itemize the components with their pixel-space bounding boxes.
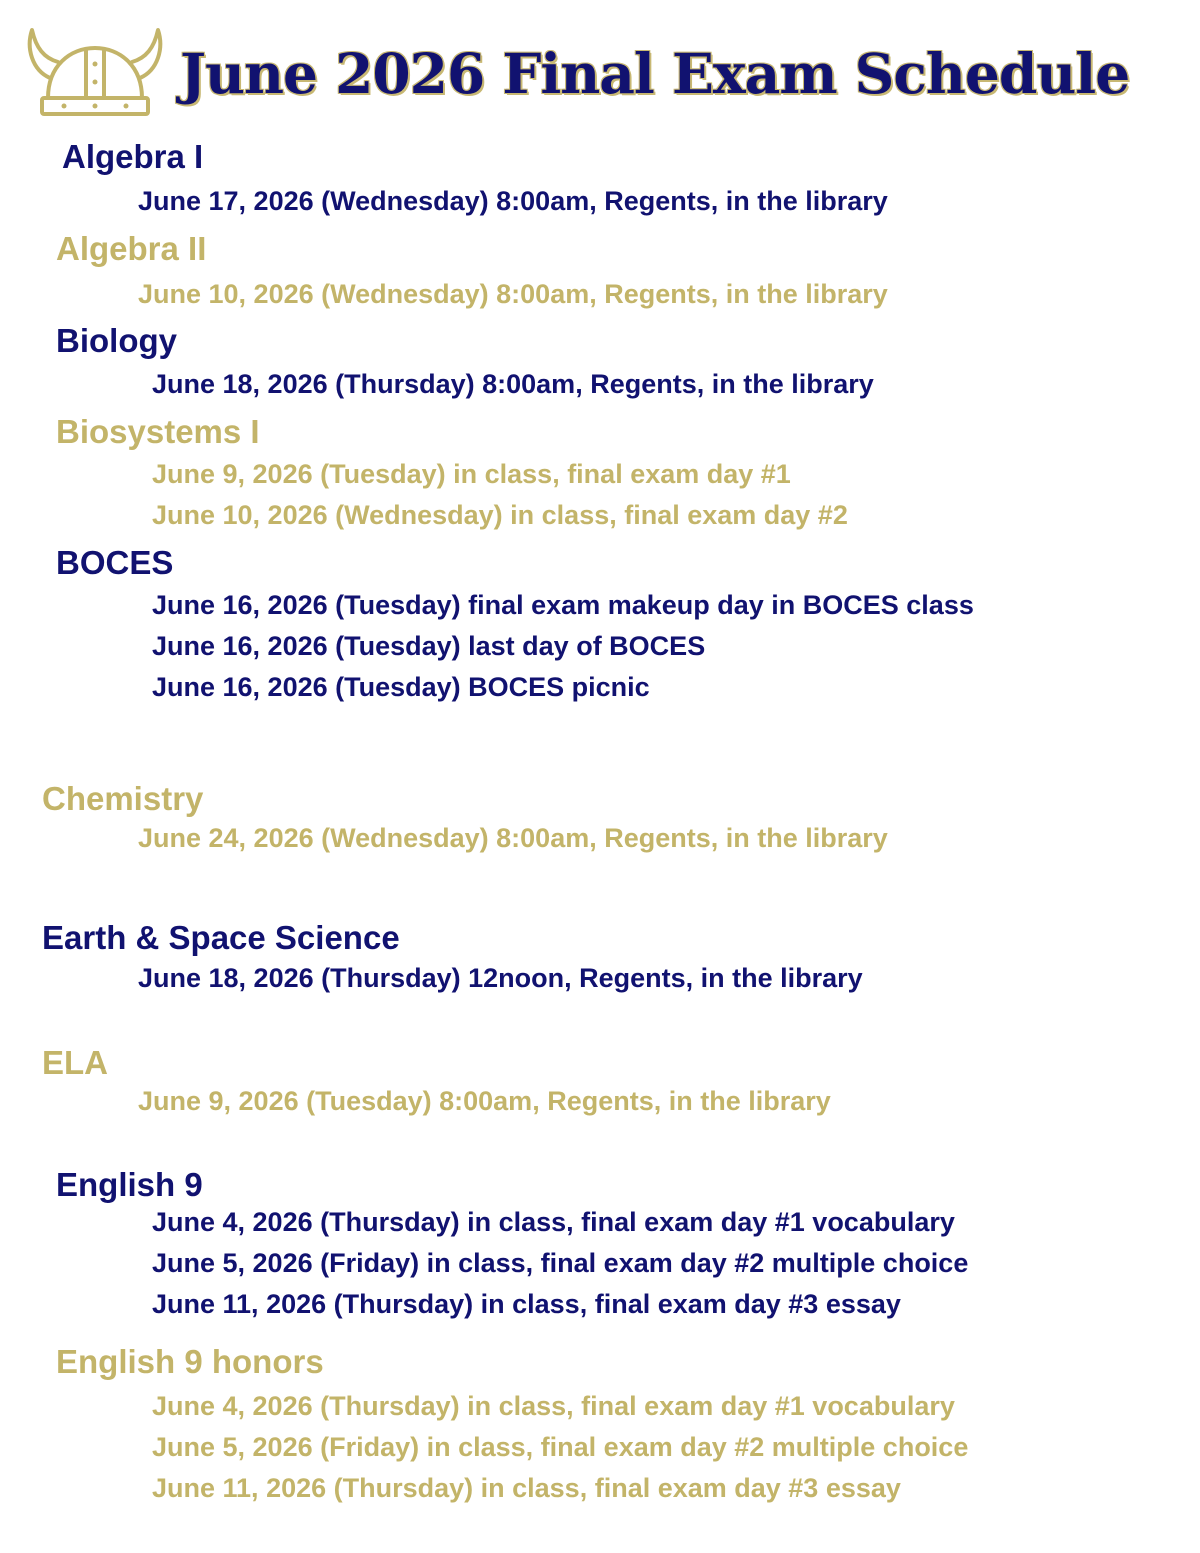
subject-heading-chemistry: Chemistry bbox=[42, 780, 204, 817]
exam-line: June 5, 2026 (Friday) in class, final exam day #2 multiple choice bbox=[152, 1248, 969, 1278]
exam-line: June 10, 2026 (Wednesday) in class, final exam day #2 bbox=[152, 500, 848, 530]
subject-heading-algebra-2: Algebra II bbox=[56, 230, 207, 267]
exam-line: June 5, 2026 (Friday) in class, final exam day #2 multiple choice bbox=[152, 1432, 969, 1462]
exam-line: June 4, 2026 (Thursday) in class, final exam day #1 vocabulary bbox=[152, 1207, 955, 1237]
subject-heading-boces: BOCES bbox=[56, 544, 174, 581]
exam-line: June 11, 2026 (Thursday) in class, final exam day #3 essay bbox=[152, 1473, 901, 1503]
subject-heading-algebra-1: Algebra I bbox=[62, 138, 204, 175]
viking-helmet-icon bbox=[24, 26, 166, 122]
subject-heading-biosystems-1: Biosystems I bbox=[56, 413, 260, 450]
subject-heading-ela: ELA bbox=[42, 1044, 108, 1081]
exam-line: June 16, 2026 (Tuesday) BOCES picnic bbox=[152, 672, 650, 702]
exam-line: June 24, 2026 (Wednesday) 8:00am, Regents, in the library bbox=[138, 823, 888, 853]
exam-line: June 18, 2026 (Thursday) 12noon, Regents, in the library bbox=[138, 963, 863, 993]
subject-heading-earth-space-science: Earth & Space Science bbox=[42, 919, 400, 956]
exam-line: June 17, 2026 (Wednesday) 8:00am, Regents, in the library bbox=[138, 186, 888, 216]
exam-line: June 9, 2026 (Tuesday) in class, final exam day #1 bbox=[152, 459, 791, 489]
exam-line: June 16, 2026 (Tuesday) final exam makeup day in BOCES class bbox=[152, 590, 974, 620]
exam-line: June 11, 2026 (Thursday) in class, final exam day #3 essay bbox=[152, 1289, 901, 1319]
subject-heading-english-9-honors: English 9 honors bbox=[56, 1343, 324, 1380]
exam-line: June 18, 2026 (Thursday) 8:00am, Regents, in the library bbox=[152, 369, 874, 399]
subject-heading-biology: Biology bbox=[56, 322, 177, 359]
exam-line: June 10, 2026 (Wednesday) 8:00am, Regents, in the library bbox=[138, 279, 888, 309]
exam-line: June 16, 2026 (Tuesday) last day of BOCES bbox=[152, 631, 706, 661]
exam-line: June 9, 2026 (Tuesday) 8:00am, Regents, in the library bbox=[138, 1086, 831, 1116]
exam-line: June 4, 2026 (Thursday) in class, final exam day #1 vocabulary bbox=[152, 1391, 955, 1421]
subject-heading-english-9: English 9 bbox=[56, 1166, 203, 1203]
page-title: June 2026 Final Exam Schedule bbox=[180, 41, 1130, 106]
